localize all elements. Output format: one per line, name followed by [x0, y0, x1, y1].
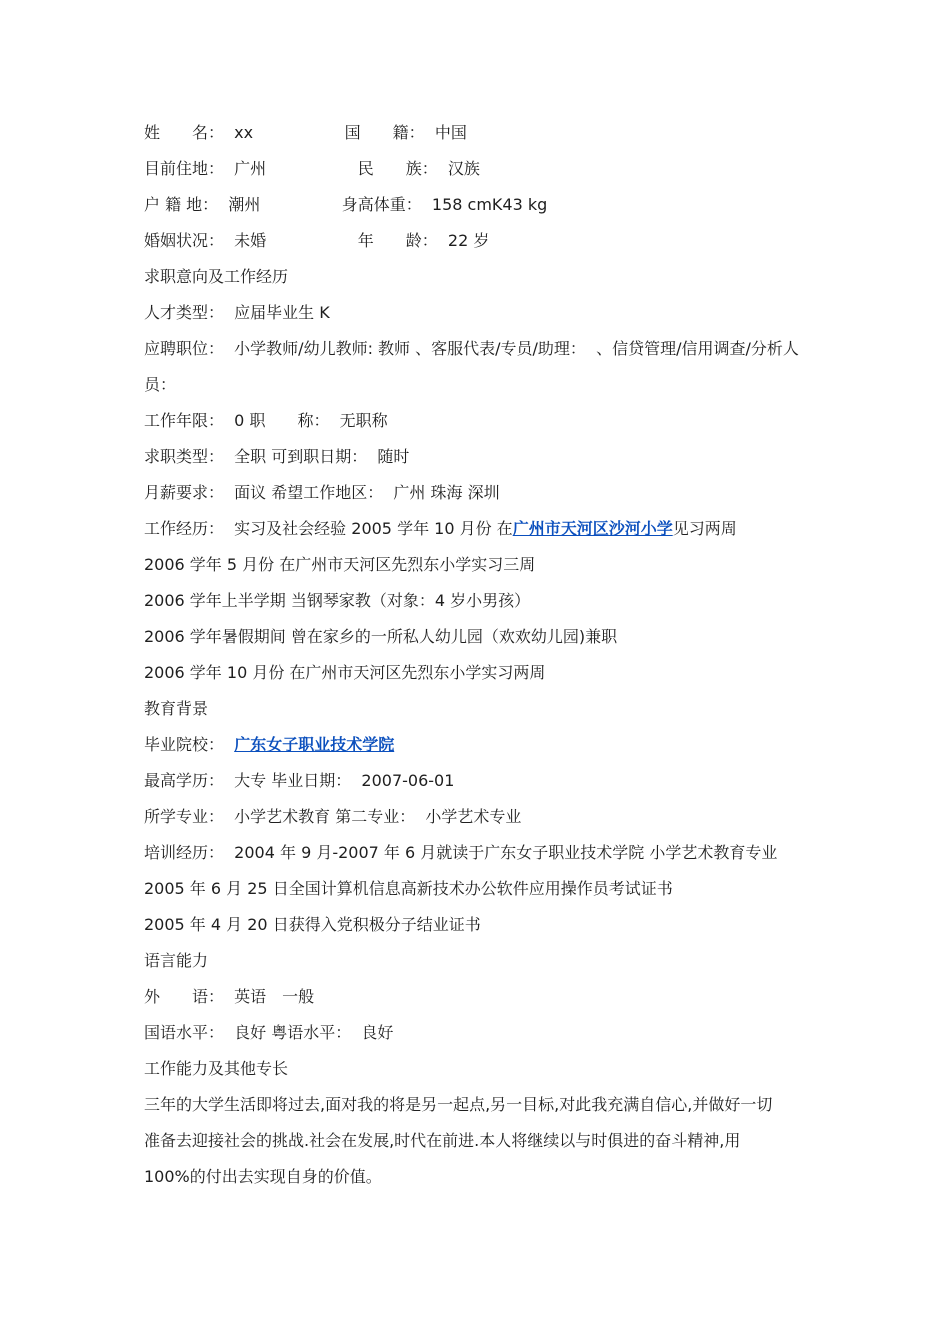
summary-line: 100%的付出去实现自身的价值。	[144, 1167, 382, 1186]
salary-requirement: 月薪要求： 面议 希望工作地区： 广州 珠海 深圳	[144, 483, 500, 502]
position-line-2: 员：	[144, 375, 177, 394]
school-link-shahe[interactable]: 广州市天河区沙河小学	[512, 519, 673, 538]
basic-info-hometown-height: 户 籍 地： 潮州 身高体重： 158 cmK43 kg	[144, 195, 548, 214]
experience-item: 2006 学年 10 月份 在广州市天河区先烈东小学实习两周	[144, 663, 546, 682]
dialect-level: 国语水平： 良好 粤语水平： 良好	[144, 1023, 394, 1042]
work-experience	[144, 518, 737, 540]
summary-line: 准备去迎接社会的挑战.社会在发展,时代在前进.本人将继续以与时俱进的奋斗精神,用	[144, 1131, 741, 1150]
basic-info-marital-age: 婚姻状况： 未婚 年 龄： 22 岁	[144, 231, 490, 250]
basic-info-residence-ethnicity: 目前住地： 广州 民 族： 汉族	[144, 159, 480, 178]
work-experience-suffix: 见习两周	[672, 519, 737, 538]
job-type: 求职类型： 全职 可到职日期： 随时	[144, 447, 410, 466]
major: 所学专业： 小学艺术教育 第二专业： 小学艺术专业	[144, 807, 522, 826]
language-title: 语言能力	[144, 951, 209, 970]
graduation-school	[144, 734, 394, 756]
skills-title: 工作能力及其他专长	[144, 1059, 289, 1078]
graduation-school-label: 毕业院校：	[144, 735, 235, 754]
experience-item: 2006 学年 5 月份 在广州市天河区先烈东小学实习三周	[144, 555, 536, 574]
training-experience: 培训经历： 2004 年 9 月-2007 年 6 月就读于广东女子职业技术学院 小学艺术教育专业	[144, 843, 778, 862]
experience-item: 2006 学年上半学期 当钢琴家教（对象：4 岁小男孩）	[144, 591, 531, 610]
position-line-1: 应聘职位： 小学教师/幼儿教师: 教师 、客服代表/专员/助理： 、信贷管理/信用调查/分析人	[144, 339, 799, 358]
school-link-guangdong-womens[interactable]: 广东女子职业技术学院	[234, 735, 395, 754]
certificate-item: 2005 年 6 月 25 日全国计算机信息高新技术办公软件应用操作员考试证书	[144, 879, 673, 898]
talent-type: 人才类型： 应届毕业生 K	[144, 303, 330, 322]
work-years: 工作年限： 0 职 称： 无职称	[144, 411, 388, 430]
experience-item: 2006 学年暑假期间 曾在家乡的一所私人幼儿园（欢欢幼儿园)兼职	[144, 627, 618, 646]
foreign-language: 外 语： 英语 一般	[144, 987, 315, 1006]
job-section-title: 求职意向及工作经历	[144, 267, 289, 286]
work-experience-prefix: 工作经历： 实习及社会经验 2005 学年 10 月份 在	[144, 519, 513, 538]
certificate-item: 2005 年 4 月 20 日获得入党积极分子结业证书	[144, 915, 481, 934]
basic-info-name-nationality: 姓 名： xx 国 籍： 中国	[144, 123, 467, 142]
summary-line: 三年的大学生活即将过去,面对我的将是另一起点,另一目标,对此我充满自信心,并做好一切	[144, 1095, 773, 1114]
highest-degree: 最高学历： 大专 毕业日期： 2007-06-01	[144, 771, 455, 790]
education-title: 教育背景	[144, 699, 209, 718]
